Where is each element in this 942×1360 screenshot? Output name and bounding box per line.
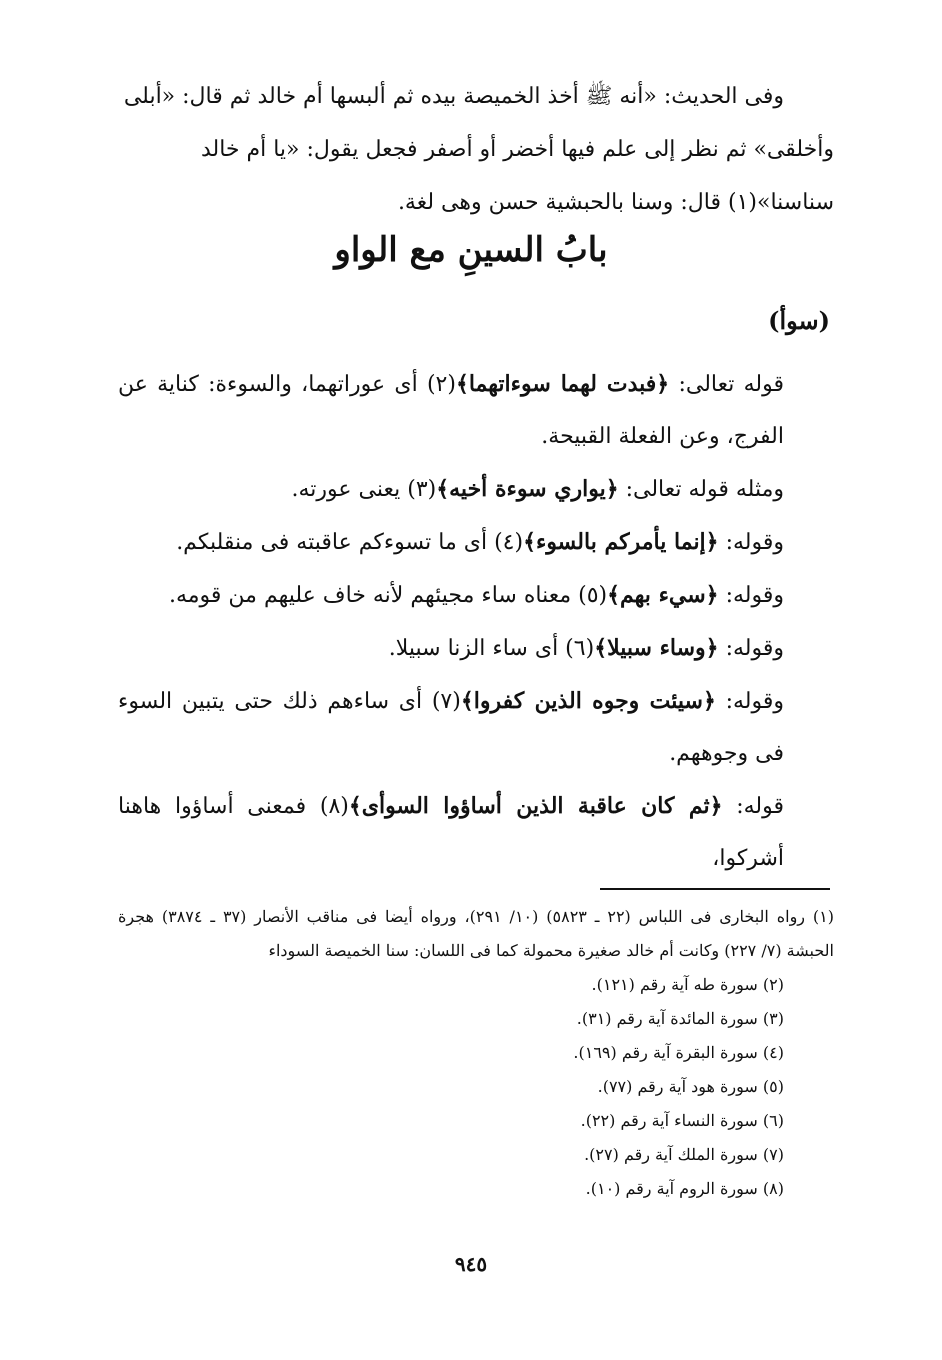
quran-quote: ﴿سيء بهم﴾ xyxy=(607,582,719,608)
entry xyxy=(118,569,834,622)
quran-quote: ﴿يواري سوءة أخيه﴾ xyxy=(436,476,619,502)
entry xyxy=(118,516,834,569)
entry-text: (٥) معناه ساء مجيئهم لأنه خاف عليهم من قومه. xyxy=(168,583,608,608)
footnote: (٢) سورة طه آية رقم (١٢١). xyxy=(591,975,784,994)
hadith-paragraph xyxy=(118,70,834,229)
footnote: (٥) سورة هود آية رقم (٧٧). xyxy=(597,1077,784,1096)
entry-lead: ومثله قوله تعالى: xyxy=(625,477,784,502)
hadith-line-1: وفى الحديث: «أنه ﷺ أخذ الخميصة بيده ثم ألبسها أم خالد ثم قال: «أبلى xyxy=(123,84,784,109)
quran-quote: ﴿وساء سبيلا﴾ xyxy=(594,635,719,661)
quran-quote: ﴿إنما يأمركم بالسوء﴾ xyxy=(523,529,719,555)
footnotes xyxy=(118,900,834,1206)
entry-text: (٧) أى ساءهم ذلك حتى يتبين السوء فى وجوههم. xyxy=(118,689,784,766)
entry-text: (٨) فمعنى أساؤوا هاهنا أشركوا، xyxy=(118,794,784,871)
entry xyxy=(118,463,834,516)
entry-lead: قوله: xyxy=(736,794,785,819)
entry-text: (٦) أى ساء الزنا سبيلا. xyxy=(388,636,595,661)
footnote: (١) رواه البخارى فى اللباس (٢٢ ـ ٥٨٢٣) (١٠/ ٢٩١)، ورواه أيضا فى مناقب الأنصار (٣٧ ـ ٣٨٧٤) هجرة الحبشة (٧/ ٢٢٧) وكانت أم خالد صغيرة محمولة كما فى اللسان: سنا الخميصة السوداء xyxy=(118,907,835,960)
footnote: (٦) سورة النساء آية رقم (٢٢). xyxy=(580,1111,784,1130)
footnote: (٨) سورة الروم آية رقم (١٠). xyxy=(585,1179,784,1198)
entry-lead: وقوله: xyxy=(725,636,784,661)
footnote: (٣) سورة المائدة آية رقم (٣١). xyxy=(576,1009,784,1028)
chapter-title: بابُ السينِ مع الواو xyxy=(334,230,608,270)
entry-text: (٤) أى ما تسوءكم عاقبته فى منقلبكم. xyxy=(176,530,524,555)
quran-quote: ﴿ثم كان عاقبة الذين أساؤوا السوأى﴾ xyxy=(348,793,723,819)
footnote-divider xyxy=(600,888,830,890)
hadith-line-2: وأخلقى» ثم نظر إلى علم فيها أخضر أو أصفر فجعل يقول: «يا أم خالد xyxy=(200,137,834,162)
footnote: (٤) سورة البقرة آية رقم (١٦٩). xyxy=(573,1043,784,1062)
page-number: ٩٤٥ xyxy=(454,1252,488,1276)
entry xyxy=(118,780,834,885)
root-word-heading: (سوأ) xyxy=(768,306,830,335)
entry xyxy=(118,675,834,780)
entries-list xyxy=(118,358,834,885)
entry-lead: وقوله: xyxy=(725,583,784,608)
entry-lead: وقوله: xyxy=(725,689,784,714)
entry-text: (٢) أى عوراتهما، والسوءة: كناية عن الفرج، وعن الفعلة القبيحة. xyxy=(118,372,784,449)
footnote: (٧) سورة الملك آية رقم (٢٧). xyxy=(584,1145,784,1164)
entry xyxy=(118,622,834,675)
hadith-line-3: سناسنا»(١) قال: وسنا بالحبشية حسن وهى لغة. xyxy=(397,190,834,215)
entry xyxy=(118,358,834,463)
entry-lead: وقوله: xyxy=(725,530,784,555)
quran-quote: ﴿فبدت لهما سوءاتهما﴾ xyxy=(455,371,670,397)
entry-text: (٣) يعنى عورته. xyxy=(291,477,437,502)
entry-lead: قوله تعالى: xyxy=(678,372,784,397)
quran-quote: ﴿سيئت وجوه الذين كفروا﴾ xyxy=(460,688,716,714)
